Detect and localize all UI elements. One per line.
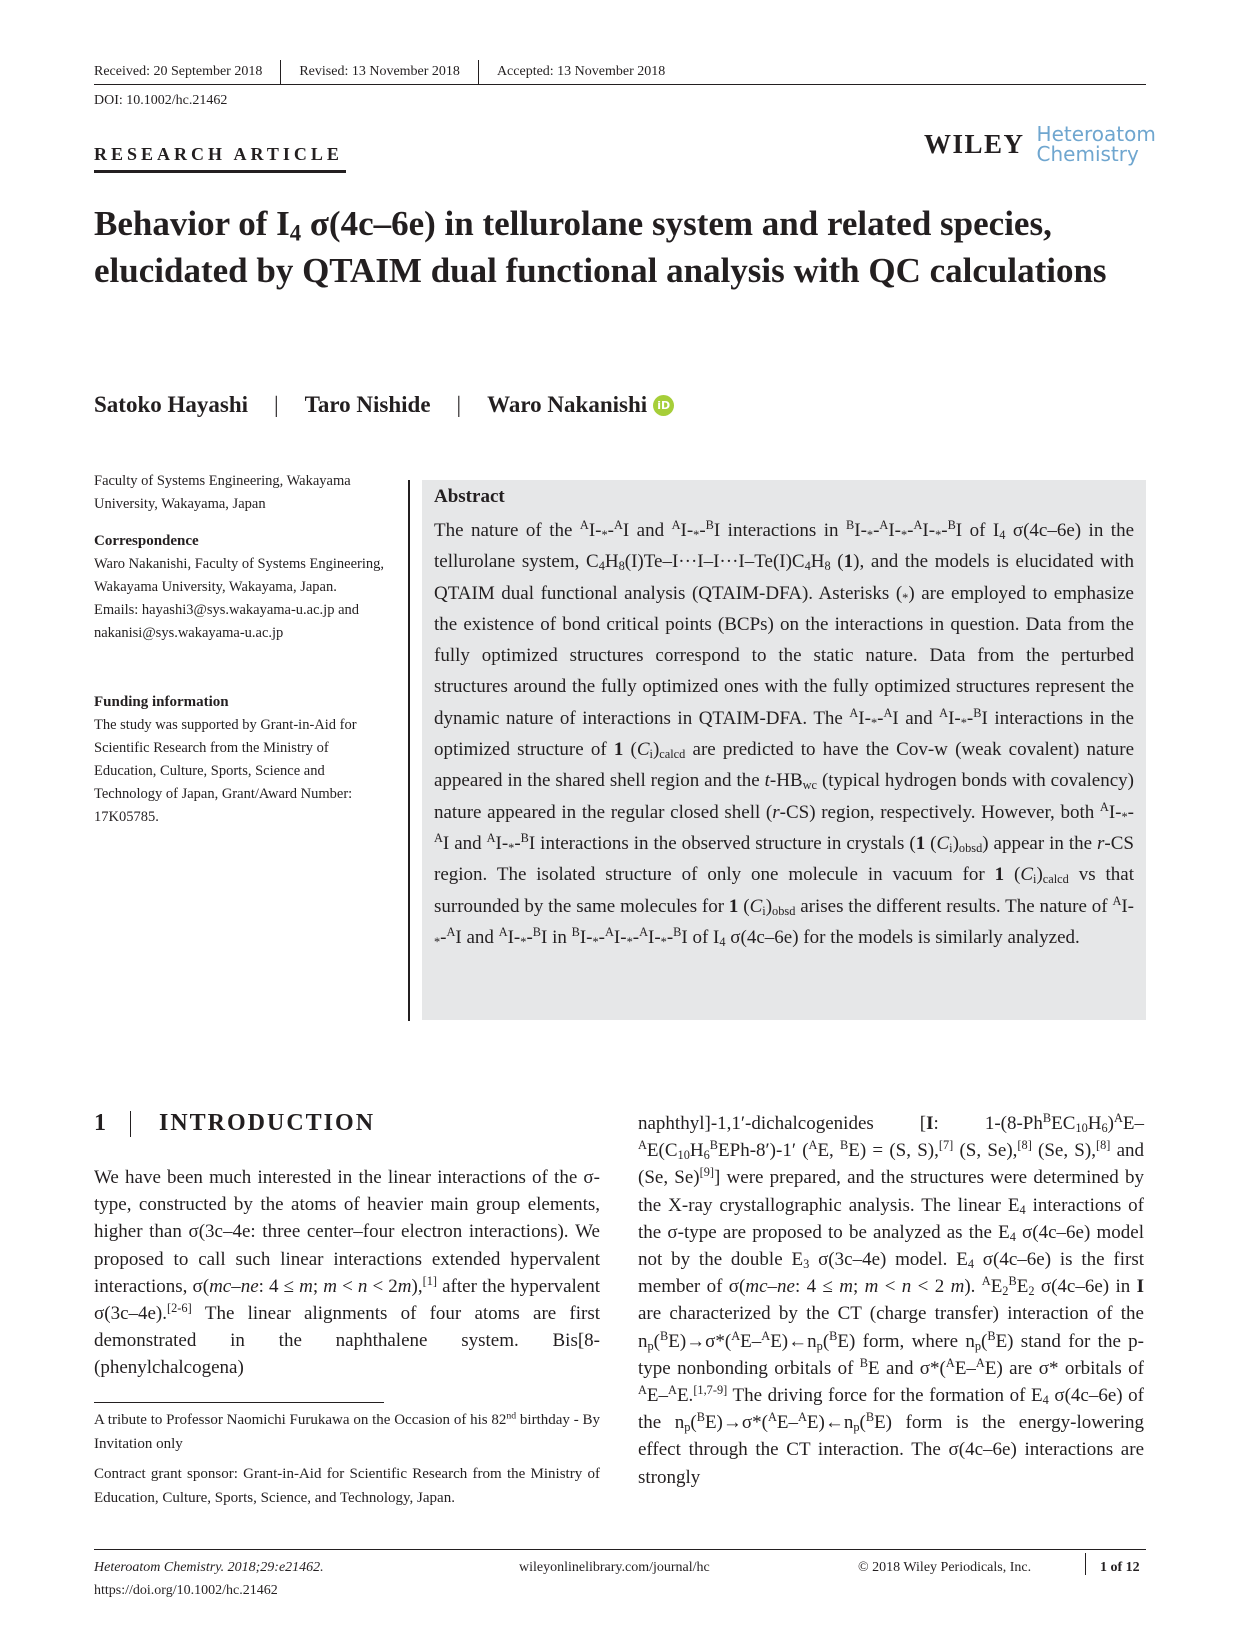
section-heading-introduction [94, 1110, 375, 1137]
author-1[interactable]: Satoko Hayashi [94, 392, 249, 417]
abstract-rule [408, 480, 410, 1021]
orcid-icon[interactable]: iD [653, 395, 674, 416]
revised-date: Revised: 13 November 2018 [299, 64, 460, 79]
correspondence-text: Waro Nakanishi, Faculty of Systems Engineering, Wakayama University, Wakayama, Japan. [94, 556, 384, 595]
journal-logo-line1: Heteroatom [1036, 122, 1156, 146]
funding-heading: Funding information [94, 694, 229, 710]
article-type-underline [94, 170, 346, 173]
footnote-tribute: A tribute to Professor Naomichi Furukawa on the Occasion of his 82nd birthday - By Invitation only [94, 1410, 600, 1452]
footer-divider [1085, 1553, 1086, 1575]
introduction-column-1: We have been much interested in the linear interactions of the σ-type, constructed by the atoms of heavier main group elements, higher than σ(3c–4e: three center–four electron interactions). We proposed to call such linear interactions extended hypervalent interactions, σ(mc–ne: 4 ≤ m; m < n < 2m),[1] after the hypervalent σ(3c–4e).[2-6] The linear alignments of four atoms are first demonstrated in the naphthalene system. Bis[8-(phenylchalcogena) [94, 1167, 600, 1379]
footnote-sponsor: Contract grant sponsor: Grant-in-Aid for Scientific Research from the Ministry of Education, Culture, Sports, Science, and Technology, Japan. [94, 1466, 600, 1506]
author-2[interactable]: Taro Nishide [304, 392, 431, 417]
received-date: Received: 20 September 2018 [94, 64, 263, 79]
footer-citation-block [94, 1556, 324, 1602]
author-separator: | [274, 392, 279, 417]
wiley-logo: WILEY [924, 128, 1025, 159]
publisher-brand [924, 124, 1156, 164]
section-title: INTRODUCTION [159, 1110, 376, 1136]
article-title: Behavior of $I_4$ σ(4c–6e) in tellurolane system and related species, elucidated by QTAIM dual functional analysis with QC calculations [94, 204, 1107, 290]
footer-rule [94, 1549, 1146, 1550]
section-number: 1 [94, 1110, 108, 1136]
footer-citation: Heteroatom Chemistry. 2018;29:e21462. [94, 1560, 324, 1575]
abstract-heading: Abstract [434, 486, 505, 507]
divider [130, 1111, 131, 1137]
footer-copyright: © 2018 Wiley Periodicals, Inc. [858, 1560, 1032, 1575]
header-rule [94, 84, 1146, 85]
author-separator: | [456, 392, 462, 417]
correspondence [94, 530, 394, 645]
journal-logo [1037, 124, 1156, 164]
correspondence-emails[interactable]: Emails: hayashi3@sys.wakayama-u.ac.jp and nakanisi@sys.wakayama-u.ac.jp [94, 602, 360, 641]
author-3[interactable]: Waro Nakanishi [487, 392, 648, 417]
doi[interactable]: DOI: 10.1002/hc.21462 [94, 93, 228, 108]
affiliation [94, 470, 394, 516]
funding-information [94, 691, 394, 829]
introduction-column-2: naphthyl]-1,1′-dichalcogenides [I: $1-(8-Ph^BEC_{10}H_6)^AE-^AE(C_{10}H_6^BEPh-8')-1'$ ($^A$E, $^B$E) = (S, S),[7] (S, Se),[8] (Se, S),[8] and (Se, Se)[9]] were prepared, and the structures were determined by the X-ray crystallographic analysis. The linear $E_4$ interactions of the σ-type are proposed to be analyzed as the $E_4$ σ(4c–6e) model not by the double $E_3$ σ(3c–4e) model. $E_4$ σ(4c–6e) is the first member of σ(mc–ne: 4 ≤ m; m < n < 2 m). $^AE_2^BE_2$ σ(4c–6e) in I are characterized by the CT (charge transfer) interaction of the $n_p(^BE)\to\sigma*(^AE-^AE)\leftarrow n_p(^BE)$ form, where $n_p(^BE)$ stand for the p-type nonbonding orbitals of $^B$E and σ*($^A$E–$^A$E) are σ* orbitals of $^A$E–$^A$E.[1,7-9] The driving force for the formation of $E_4$ σ(4c–6e) of the $n_p(^BE)\to\sigma*(^AE-^AE)\leftarrow n_p(^BE)$ form is the energy-lowering effect through the CT interaction. The σ(4c–6e) interactions are strongly [638, 1111, 1145, 1488]
accepted-date: Accepted: 13 November 2018 [496, 64, 666, 79]
footnote-rule [94, 1402, 384, 1403]
article-type: RESEARCH ARTICLE [94, 144, 343, 164]
journal-logo-line2: Chemistry [1036, 142, 1139, 166]
abstract-text: The nature of the $^AI-_*-^AI$ and $^AI-_*-^BI$ interactions in $^BI-_*-^AI-_*-^AI-_*-^BI$ of $I_4$ σ(4c–6e) in the tellurolane system, $C_4H_8(I)Te-I\cdot\cdot\cdot I-I\cdot\cdot\cdot I-Te(I)C_4H_8$ (1), and the models is elucidated with QTAIM dual functional analysis (QTAIM-DFA). Asterisks $(_*)$ are employed to emphasize the existence of bond critical points (BCPs) on the interactions in question. Data from the fully optimized structures correspond to the static nature. Data from the perturbed structures around the fully optimized ones with the fully optimized structures represent the dynamic nature of interactions in QTAIM-DFA. The $^AI-_*-^AI$ and $^AI-_*-^BI$ interactions in the optimized structure of 1 $(C_i)_{calcd}$ are predicted to have the Cov-w (weak covalent) nature appeared in the shared shell region and the $t-HB_{wc}$ (typical hydrogen bonds with covalency) nature appeared in the regular closed shell (r-CS) region, respectively. However, both $^AI-_*-^AI$ and $^AI-_*-^BI$ interactions in the observed structure in crystals (1 $(C_i)_{obsd}$) appear in the r-CS region. The isolated structure of only one molecule in vacuum for 1 $(C_i)_{calcd}$ vs that surrounded by the same molecules for 1 $(C_i)_{obsd}$ arises the different results. The nature of $^AI-_*-^AI$ and $^AI-_*-^BI$ in $^BI-_*-^AI-_*-^AI-_*-^BI$ of $I_4$ σ(4c–6e) for the models is similarly analyzed. [434, 518, 1135, 949]
page-number: 1 of 12 [1100, 1560, 1140, 1575]
footer-doi-link[interactable]: https://doi.org/10.1002/hc.21462 [94, 1583, 278, 1598]
submission-dates [94, 60, 683, 84]
correspondence-heading: Correspondence [94, 533, 199, 549]
author-list [94, 392, 674, 418]
funding-text: The study was supported by Grant-in-Aid for Scientific Research from the Ministry of Education, Culture, Sports, Science and Technology of Japan, Grant/Award Number: 17K05785. [94, 717, 357, 825]
footer-journal-url[interactable]: wileyonlinelibrary.com/journal/hc [519, 1560, 710, 1575]
affiliation-text: Faculty of Systems Engineering, Wakayama University, Wakayama, Japan [94, 473, 351, 512]
